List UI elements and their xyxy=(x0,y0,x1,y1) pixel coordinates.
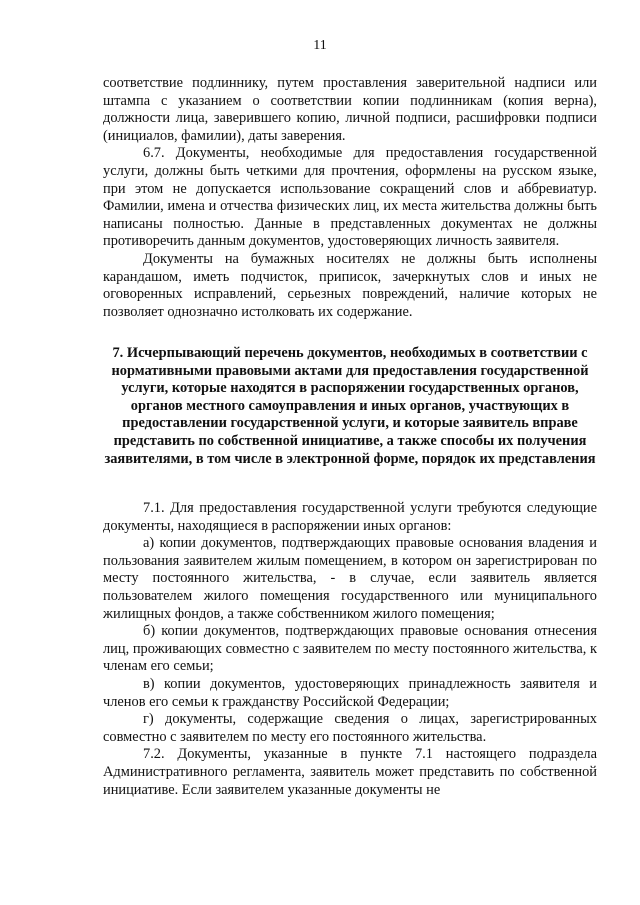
paragraph-6-7: 6.7. Документы, необходимые для предоставления государственной услуги, должны быть четкими для прочтения, оформлены на русском языке, при этом не допускается использование сокращений слов и аббревиатур. Фамилии, имена и отчества физических лиц, их места жительства должны быть написаны полностью. Данные в представленных документах не должны противоречить данным документов, удостоверяющих личность заявителя. xyxy=(103,145,597,250)
paragraph-7-2: 7.2. Документы, указанные в пункте 7.1 настоящего подраздела Административного регламента, заявитель может представить по собственной инициативе. Если заявителем указанные документы не xyxy=(103,746,597,798)
list-item-g: г) документы, содержащие сведения о лицах, зарегистрированных совместно с заявителем по месту его постоянного жительства. xyxy=(103,711,597,745)
paragraph-certification: соответствие подлиннику, путем проставления заверительной надписи или штампа с указанием о соответствии копии подлинникам (копия верна), должности лица, заверившего копию, личной подписи, расшифровки подписи (инициалов, фамилии), даты заверения. xyxy=(103,75,597,144)
list-item-a: а) копии документов, подтверждающих правовые основания владения и пользования заявителем жилым помещением, в котором он зарегистрирован по месту постоянного жительства, - в случае, если заявитель является пользователем жилого помещения государственного или муниципального жилищных фондов, а также собственником жилого помещения; xyxy=(103,535,597,622)
paragraph-7-1: 7.1. Для предоставления государственной услуги требуются следующие документы, находящиеся в распоряжении иных органов: xyxy=(103,500,597,534)
page-number: 11 xyxy=(313,38,327,53)
list-item-b: б) копии документов, подтверждающих правовые основания отнесения лиц, проживающих совместно с заявителем по месту постоянного жительства, к членам его семьи; xyxy=(103,623,597,675)
text-block-bottom xyxy=(103,500,597,799)
paragraph-paper-documents: Документы на бумажных носителях не должны быть исполнены карандашом, иметь подчисток, приписок, зачеркнутых слов и иных не оговоренных исправлений, серьезных повреждений, наличие которых не позволяет однозначно истолковать их содержание. xyxy=(103,250,597,320)
text-block-top xyxy=(103,75,597,321)
section-7-heading-text: 7. Исчерпывающий перечень документов, необходимых в соответствии с нормативными правовыми актами для предоставления государственной услуги, которые находятся в распоряжении государственных органов, органов местного самоуправления и иных органов, участвующих в предоставлении государственной услуги, и которые заявитель вправе представить по собственной инициативе, а также способы их получения заявителями, в том числе в электронной форме, порядок их представления xyxy=(104,345,596,467)
section-7-heading xyxy=(103,345,597,468)
list-item-v: в) копии документов, удостоверяющих принадлежность заявителя и членов его семьи к гражданству Российской Федерации; xyxy=(103,675,597,710)
